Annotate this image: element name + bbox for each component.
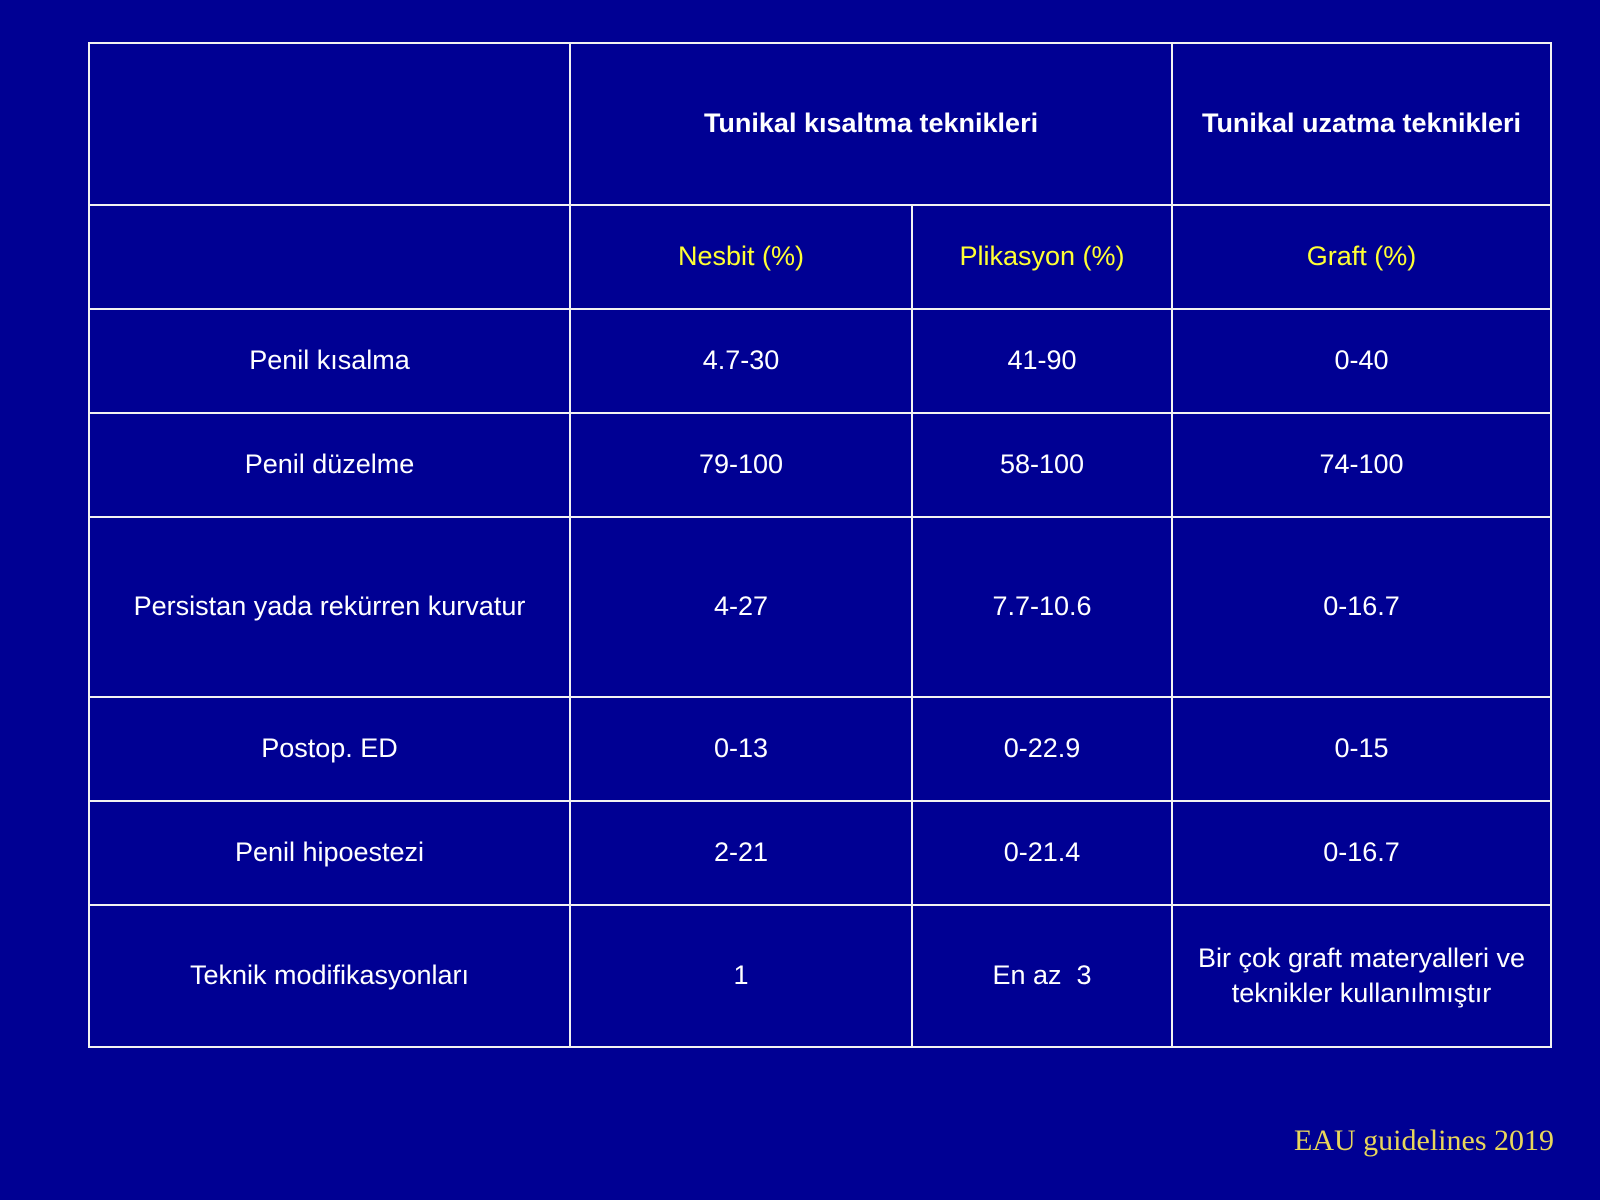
cell-graft: Bir çok graft materyalleri ve teknikler kullanılmıştır xyxy=(1172,905,1551,1047)
table-row xyxy=(89,309,1551,413)
header-empty-cell xyxy=(89,43,570,205)
cell-nesbit: 2-21 xyxy=(570,801,912,905)
subheader-plication: Plikasyon (%) xyxy=(912,205,1172,309)
table-row xyxy=(89,801,1551,905)
comparison-table xyxy=(88,42,1552,1048)
row-label: Persistan yada rekürren kurvatur xyxy=(89,517,570,697)
subheader-empty-cell xyxy=(89,205,570,309)
table-row xyxy=(89,413,1551,517)
row-label: Penil hipoestezi xyxy=(89,801,570,905)
cell-nesbit: 4-27 xyxy=(570,517,912,697)
row-label: Teknik modifikasyonları xyxy=(89,905,570,1047)
table-header-row xyxy=(89,43,1551,205)
cell-nesbit: 1 xyxy=(570,905,912,1047)
cell-plication: 7.7-10.6 xyxy=(912,517,1172,697)
table-row xyxy=(89,517,1551,697)
cell-nesbit: 0-13 xyxy=(570,697,912,801)
cell-graft: 0-16.7 xyxy=(1172,517,1551,697)
cell-plication: 41-90 xyxy=(912,309,1172,413)
cell-graft: 0-16.7 xyxy=(1172,801,1551,905)
cell-plication: 58-100 xyxy=(912,413,1172,517)
table-row xyxy=(89,905,1551,1047)
row-label: Penil kısalma xyxy=(89,309,570,413)
table-row xyxy=(89,697,1551,801)
row-label: Postop. ED xyxy=(89,697,570,801)
cell-graft: 0-15 xyxy=(1172,697,1551,801)
table-subheader-row xyxy=(89,205,1551,309)
cell-nesbit: 79-100 xyxy=(570,413,912,517)
cell-plication: 0-22.9 xyxy=(912,697,1172,801)
header-lengthening-techniques: Tunikal uzatma teknikleri xyxy=(1172,43,1551,205)
header-shortening-techniques: Tunikal kısaltma teknikleri xyxy=(570,43,1172,205)
row-label: Penil düzelme xyxy=(89,413,570,517)
subheader-nesbit: Nesbit (%) xyxy=(570,205,912,309)
cell-graft: 74-100 xyxy=(1172,413,1551,517)
source-citation: EAU guidelines 2019 xyxy=(1294,1124,1554,1157)
cell-graft: 0-40 xyxy=(1172,309,1551,413)
subheader-graft: Graft (%) xyxy=(1172,205,1551,309)
cell-plication: En az 3 xyxy=(912,905,1172,1047)
cell-nesbit: 4.7-30 xyxy=(570,309,912,413)
cell-plication: 0-21.4 xyxy=(912,801,1172,905)
